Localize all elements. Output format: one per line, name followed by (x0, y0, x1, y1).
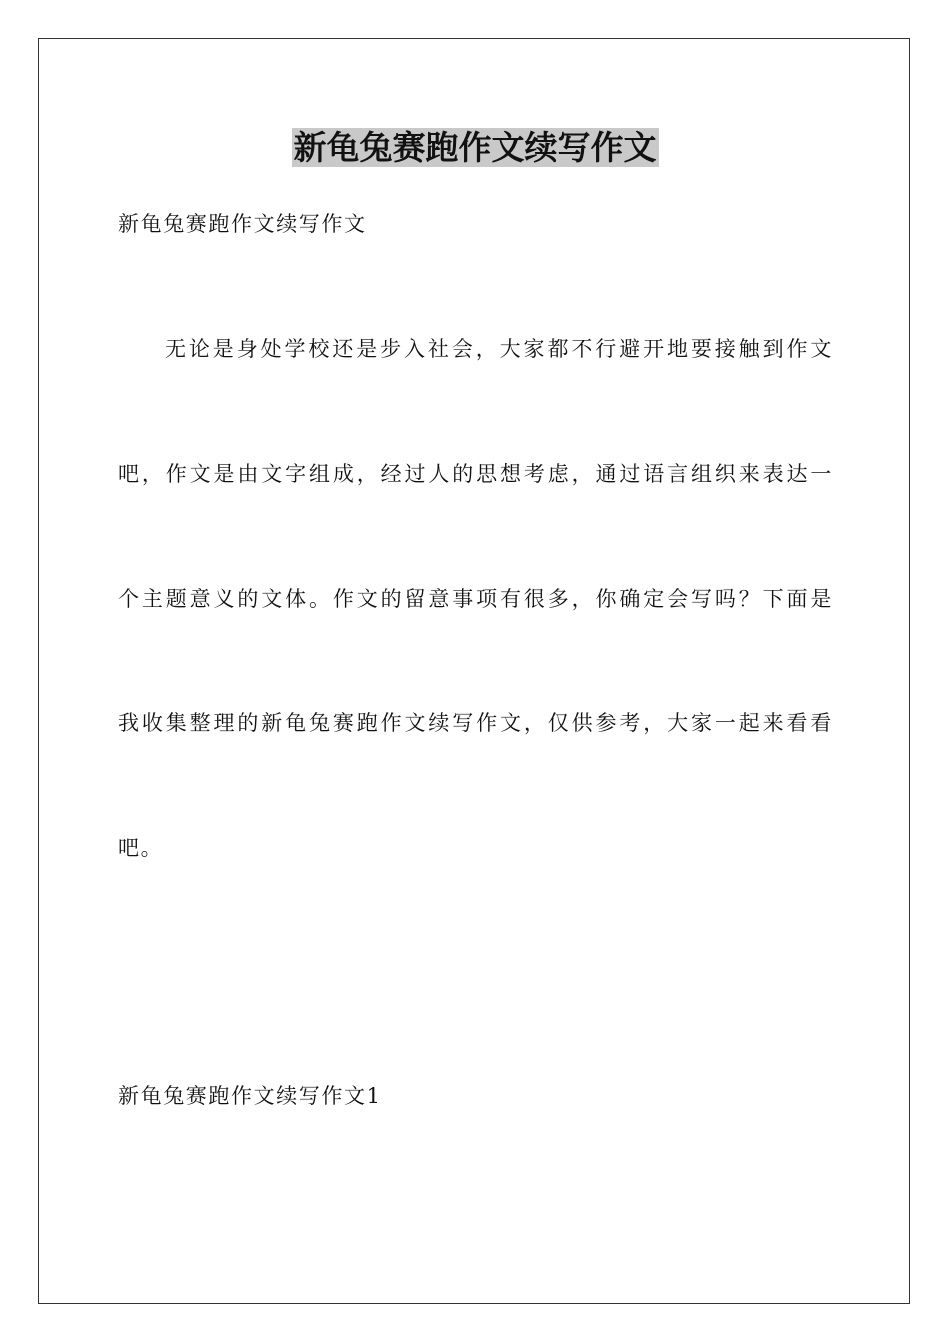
intro-paragraph-line-5: 吧。 (118, 836, 164, 860)
document-title (0, 128, 950, 168)
intro-paragraph-line-2: 吧，作文是由文字组成，经过人的思想考虑，通过语言组织来表达一 (118, 462, 833, 486)
section-heading: 新龟兔赛跑作文续写作文1 (118, 1084, 382, 1108)
intro-paragraph-line-4: 我收集整理的新龟兔赛跑作文续写作文，仅供参考，大家一起来看看 (118, 711, 833, 735)
document-subtitle: 新龟兔赛跑作文续写作文 (118, 212, 367, 236)
document-title-text: 新龟兔赛跑作文续写作文 (293, 128, 657, 167)
intro-paragraph-line-1: 无论是身处学校还是步入社会，大家都不行避开地要接触到作文 (165, 337, 833, 361)
intro-paragraph-line-3: 个主题意义的文体。作文的留意事项有很多，你确定会写吗？下面是 (118, 587, 833, 611)
